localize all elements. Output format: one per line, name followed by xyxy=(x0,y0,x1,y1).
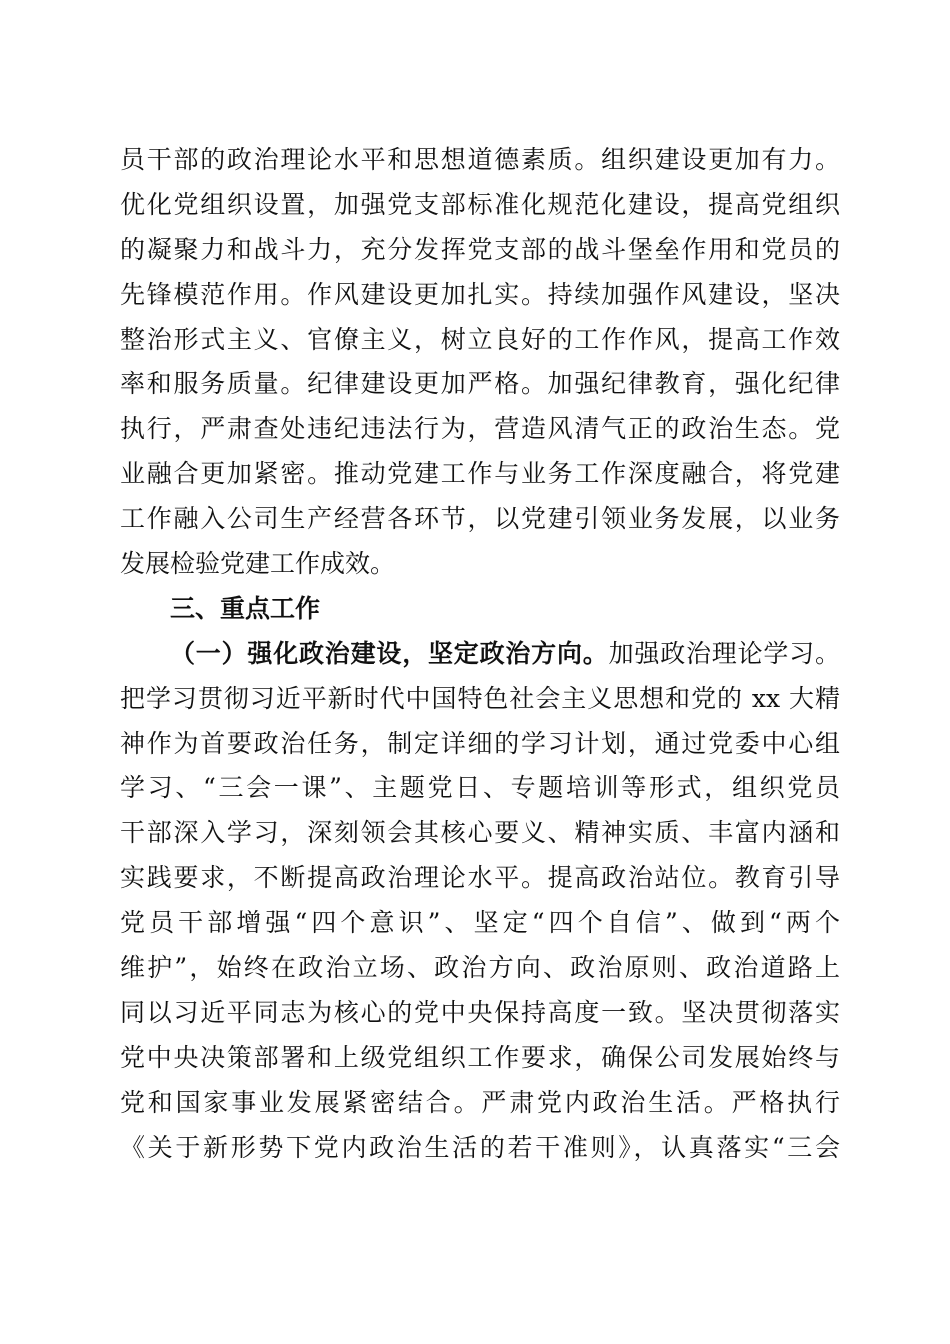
paragraph-line: 党员干部增强“四个意识”、坚定“四个自信”、做到“两个 xyxy=(120,908,840,938)
paragraph-line: 维护”，始终在政治立场、政治方向、政治原则、政治道路上 xyxy=(120,953,840,983)
subsection-title: （一）强化政治建设，坚定政治方向。 xyxy=(170,638,609,668)
paragraph-line: 优化党组织设置，加强党支部标准化规范化建设，提高党组织 xyxy=(120,189,840,219)
paragraph-line: 执行，严肃查处违纪违法行为，营造风清气正的政治生态。党 xyxy=(120,414,840,444)
paragraph-line: 党和国家事业发展紧密结合。严肃党内政治生活。严格执行 xyxy=(120,1087,840,1117)
paragraph-line: 发展检验党建工作成效。 xyxy=(120,549,396,579)
paragraph-lead-rest: 加强政治理论学习。 xyxy=(608,638,840,668)
paragraph-line: 同以习近平同志为核心的党中央保持高度一致。坚决贯彻落实 xyxy=(120,997,840,1027)
paragraph-line: 干部深入学习，深刻领会其核心要义、精神实质、丰富内涵和 xyxy=(120,818,840,848)
paragraph-line: 《关于新形势下党内政治生活的若干准则》，认真落实“三会 xyxy=(120,1132,840,1162)
paragraph-lead-line xyxy=(120,632,840,677)
paragraph-line: 党中央决策部署和上级党组织工作要求，确保公司发展始终与 xyxy=(120,1042,840,1072)
paragraph-line: 工作融入公司生产经营各环节，以党建引领业务发展，以业务 xyxy=(120,504,840,534)
paragraph-line: 员干部的政治理论水平和思想道德素质。组织建设更加有力。 xyxy=(120,145,840,174)
paragraph-line: 把学习贯彻习近平新时代中国特色社会主义思想和党的 xx 大精 xyxy=(120,683,840,713)
section-heading: 三、重点工作 xyxy=(170,593,321,623)
document-body xyxy=(120,138,840,1170)
paragraph-line: 实践要求，不断提高政治理论水平。提高政治站位。教育引导 xyxy=(120,863,840,893)
paragraph-line: 整治形式主义、官僚主义，树立良好的工作作风，提高工作效 xyxy=(120,324,840,354)
paragraph-line: 率和服务质量。纪律建设更加严格。加强纪律教育，强化纪律 xyxy=(120,369,840,399)
paragraph-line: 的凝聚力和战斗力，充分发挥党支部的战斗堡垒作用和党员的 xyxy=(120,234,840,264)
paragraph-line: 业融合更加紧密。推动党建工作与业务工作深度融合，将党建 xyxy=(120,459,840,489)
paragraph-line: 神作为首要政治任务，制定详细的学习计划，通过党委中心组 xyxy=(120,728,840,758)
paragraph-line: 先锋模范作用。作风建设更加扎实。持续加强作风建设，坚决 xyxy=(120,279,840,309)
paragraph-line: 学习、“三会一课”、主题党日、专题培训等形式，组织党员 xyxy=(120,773,840,803)
